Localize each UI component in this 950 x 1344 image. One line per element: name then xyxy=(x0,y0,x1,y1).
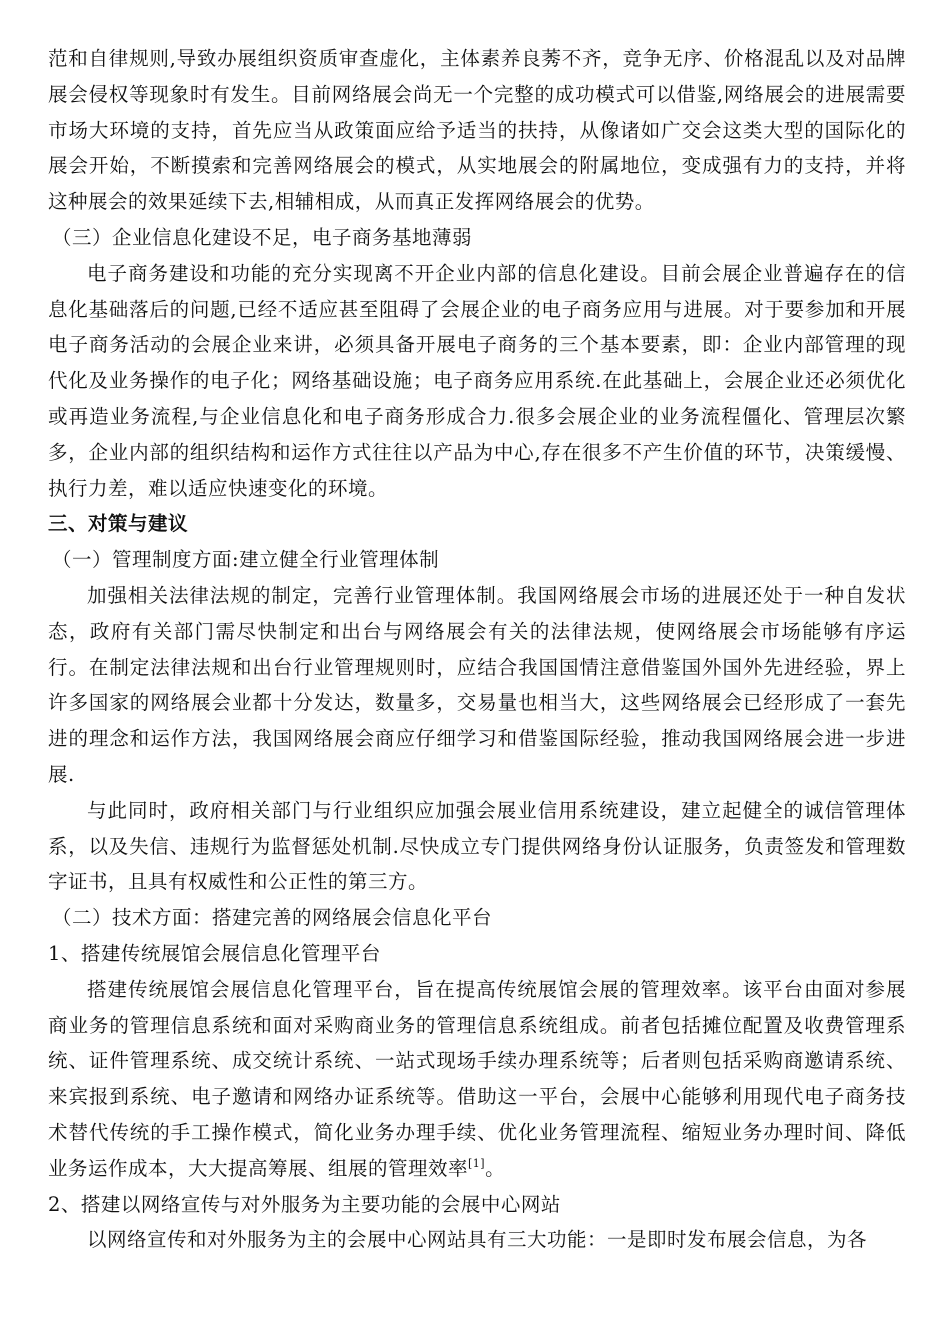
paragraph-informatization: 电子商务建设和功能的充分实现离不开企业内部的信息化建设。目前会展企业普遍存在的信息化基础落后的问题,已经不适应甚至阻碍了会展企业的电子商务应用与进展。对于要参加和开展电子商务活动的会展企业来讲，必须具备开展电子商务的三个基本要素，即：企业内部管理的现代化及业务操作的电子化；网络基础设施；电子商务应用系统.在此基础上，会展企业还必须优化或再造业务流程,与企业信息化和电子商务形成合力.很多会展企业的业务流程僵化、管理层次繁多，企业内部的组织结构和运作方式往往以产品为中心,存在很多不产生价值的环节，决策缓慢、执行力差，难以适应快速变化的环境。 xyxy=(48,261,906,500)
paragraph-management-platform-end: 。 xyxy=(485,1156,506,1180)
section-heading-technology: （二）技术方面：搭建完善的网络展会信息化平台 xyxy=(52,906,493,930)
section-heading-countermeasures: 三、对策与建议 xyxy=(48,512,189,536)
citation-marker: [1] xyxy=(468,1156,486,1170)
paragraph-management-platform xyxy=(48,972,906,1187)
subsection-heading-management-platform: 1、搭建传统展馆会展信息化管理平台 xyxy=(48,941,381,965)
paragraph-website: 以网络宣传和对外服务为主的会展中心网站具有三大功能：一是即时发布展会信息，为各 xyxy=(87,1228,868,1252)
paragraph-industry-regulation: 范和自律规则,导致办展组织资质审查虚化，主体素养良莠不齐，竞争无序、价格混乱以及对品牌展会侵权等现象时有发生。目前网络展会尚无一个完整的成功模式可以借鉴,网络展会的进展需要市场大环境的支持，首先应当从政策面应给予适当的扶持，从像诸如广交会这类大型的国际化的展会开始，不断摸索和完善网络展会的模式，从实地展会的附属地位，变成强有力的支持，并将这种展会的效果延续下去,相辅相成，从而真正发挥网络展会的优势。 xyxy=(48,47,906,214)
section-heading-informatization: （三）企业信息化建设不足，电子商务基地薄弱 xyxy=(52,225,473,249)
document-page xyxy=(48,41,906,1258)
paragraph-credit-system: 与此同时，政府相关部门与行业组织应加强会展业信用系统建设，建立起健全的诚信管理体系，以及失信、违规行为监督惩处机制.尽快成立专门提供网络身份认证服务，负责签发和管理数字证书，且具有权威性和公正性的第三方。 xyxy=(48,798,906,894)
paragraph-laws-regulations: 加强相关法律法规的制定，完善行业管理体制。我国网络展会市场的进展还处于一种自发状态，政府有关部门需尽快制定和出台与网络展会有关的法律法规，使网络展会市场能够有序运行。在制定法律法规和出台行业管理规则时，应结合我国国情注意借鉴国外国外先进经验，界上许多国家的网络展会业都十分发达，数量多，交易量也相当大，这些网络展会已经形成了一套先进的理念和运作方法，我国网络展会商应仔细学习和借鉴国际经验，推动我国网络展会进一步进展. xyxy=(48,583,906,786)
subsection-heading-website: 2、搭建以网络宣传与对外服务为主要功能的会展中心网站 xyxy=(48,1192,561,1216)
section-heading-management-system: （一）管理制度方面:建立健全行业管理体制 xyxy=(52,548,440,572)
paragraph-management-platform-text: 搭建传统展馆会展信息化管理平台，旨在提高传统展馆会展的管理效率。该平台由面对参展商业务的管理信息系统和面对采购商业务的管理信息系统组成。前者包括摊位配置及收费管理系统、证件管理系统、成交统计系统、一站式现场手续办理系统等；后者则包括采购商邀请系统、来宾报到系统、电子邀请和网络办证系统等。借助这一平台，会展中心能够利用现代电子商务技术替代传统的手工操作模式，简化业务办理手续、优化业务管理流程、缩短业务办理时间、降低业务运作成本，大大提高筹展、组展的管理效率 xyxy=(48,977,906,1180)
